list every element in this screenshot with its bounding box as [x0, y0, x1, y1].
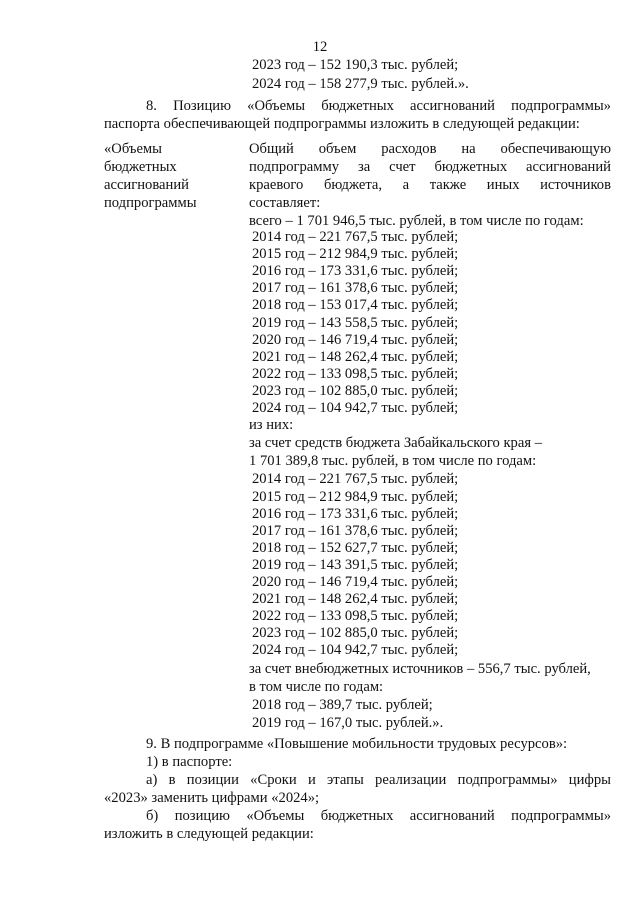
year-total-line: 2018 год – 153 017,4 тыс. рублей;	[252, 297, 459, 314]
word: а	[402, 177, 410, 193]
year-total-line: 2014 год – 221 767,5 тыс. рублей;	[252, 229, 459, 245]
item9-b-line-1	[146, 807, 611, 826]
table-left-line: «Объемы	[104, 141, 162, 157]
word: ассигнований	[409, 808, 495, 824]
word: обеспечивающую	[500, 141, 611, 157]
word: подпрограммы»	[511, 98, 611, 114]
year-regional-line: 2024 год – 104 942,7 тыс. рублей;	[252, 642, 459, 659]
table-right-line-3	[249, 176, 611, 195]
word: «Объемы	[246, 808, 305, 824]
year-regional-line: 2022 год – 133 098,5 тыс. рублей;	[252, 608, 459, 625]
word: бюджетных	[320, 808, 394, 824]
word: краевого	[249, 177, 304, 193]
top-line-1: 2023 год – 152 190,3 тыс. рублей;	[252, 57, 459, 73]
year-regional-line: 2018 год – 152 627,7 тыс. рублей;	[252, 539, 459, 556]
year-total-line: 2015 год – 212 984,9 тыс. рублей;	[252, 246, 459, 263]
word: бюджетных	[434, 159, 508, 175]
word: расходов	[381, 141, 437, 157]
year-total-line: 2020 год – 146 719,4 тыс. рублей;	[252, 331, 459, 348]
year-regional-line: 2023 год – 102 885,0 тыс. рублей;	[252, 625, 459, 642]
table-left-line: ассигнований	[104, 177, 189, 193]
table-right-line-4: составляет:	[249, 195, 321, 211]
word: позиции	[186, 772, 239, 788]
iz-nih-line: из них:	[249, 417, 294, 434]
year-regional-line: 2021 год – 148 262,4 тыс. рублей;	[252, 591, 459, 608]
word: «Объемы	[247, 98, 306, 114]
extra-line-1: за счет внебюджетных источников – 556,7 тыс. рублей,	[249, 660, 591, 677]
table-total: всего – 1 701 946,5 тыс. рублей, в том числе по годам:	[249, 213, 584, 229]
item9-a-line-1	[146, 771, 611, 790]
year-total-line: 2016 год – 173 331,6 тыс. рублей;	[252, 263, 459, 280]
word: также	[429, 177, 467, 193]
word: цифры	[568, 772, 611, 788]
top-line-2: 2024 год – 158 277,9 тыс. рублей.».	[252, 76, 469, 92]
year-regional-line: 2017 год – 161 378,6 тыс. рублей;	[252, 522, 459, 539]
year-total-line: 2023 год – 102 885,0 тыс. рублей;	[252, 382, 459, 399]
word: 8.	[146, 98, 157, 114]
regional-line-2: 1 701 389,8 тыс. рублей, в том числе по годам:	[249, 453, 537, 470]
year-extra-line: 2019 год – 167,0 тыс. рублей.».	[252, 714, 444, 731]
word: источников	[540, 177, 611, 193]
word: подпрограмму	[249, 159, 340, 175]
year-total-line: 2017 год – 161 378,6 тыс. рублей;	[252, 280, 459, 297]
table-right-line-2	[249, 158, 611, 177]
word: ассигнований	[410, 98, 495, 114]
word: а)	[146, 772, 158, 788]
word: бюджетных	[321, 98, 394, 114]
year-regional-line: 2019 год – 143 391,5 тыс. рублей;	[252, 556, 459, 573]
table-right-line-1	[249, 140, 611, 159]
word: объем	[318, 141, 357, 157]
word: ассигнований	[526, 159, 611, 175]
year-total-line: 2022 год – 133 098,5 тыс. рублей;	[252, 365, 459, 382]
item8-line-1	[146, 97, 611, 116]
word: подпрограммы»	[457, 772, 558, 788]
year-total-line: 2019 год – 143 558,5 тыс. рублей;	[252, 314, 459, 331]
year-regional-line: 2020 год – 146 719,4 тыс. рублей;	[252, 574, 459, 590]
year-total-line: 2021 год – 148 262,4 тыс. рублей;	[252, 348, 459, 365]
word: Позицию	[173, 98, 232, 114]
year-extra-line: 2018 год – 389,7 тыс. рублей;	[252, 696, 433, 713]
year-regional-line: 2016 год – 173 331,6 тыс. рублей;	[252, 505, 459, 522]
item9-line-1: 9. В подпрограмме «Повышение мобильности трудовых ресурсов»:	[146, 736, 568, 752]
word: б)	[146, 808, 159, 824]
item9-line-2: 1) в паспорте:	[146, 754, 233, 770]
word: за	[357, 159, 371, 175]
regional-line-1: за счет средств бюджета Забайкальского края –	[249, 435, 542, 452]
word: позицию	[174, 808, 230, 824]
item9-a-line-2: «2023» заменить цифрами «2024»;	[104, 790, 320, 806]
table-left-line: подпрограммы	[104, 195, 197, 211]
word: и	[307, 772, 316, 788]
word: в	[168, 772, 176, 788]
word: счет	[389, 159, 416, 175]
item8-line-2: паспорта обеспечивающей подпрограммы изложить в следующей редакции:	[104, 116, 580, 132]
word: бюджета,	[323, 177, 383, 193]
word: иных	[486, 177, 520, 193]
year-regional-line: 2015 год – 212 984,9 тыс. рублей;	[252, 488, 459, 505]
word: подпрограммы»	[511, 808, 611, 824]
word: «Сроки	[250, 772, 297, 788]
word: на	[461, 141, 476, 157]
page-number: 12	[312, 39, 328, 55]
year-regional-line: 2014 год – 221 767,5 тыс. рублей;	[252, 471, 459, 488]
extra-line-2: в том числе по годам:	[249, 678, 384, 695]
word: реализации	[375, 772, 447, 788]
word: Общий	[249, 141, 294, 157]
word: этапы	[327, 772, 364, 788]
table-left-line: бюджетных	[104, 159, 177, 175]
year-total-line: 2024 год – 104 942,7 тыс. рублей;	[252, 400, 459, 416]
item9-b-line-2: изложить в следующей редакции:	[104, 826, 314, 842]
